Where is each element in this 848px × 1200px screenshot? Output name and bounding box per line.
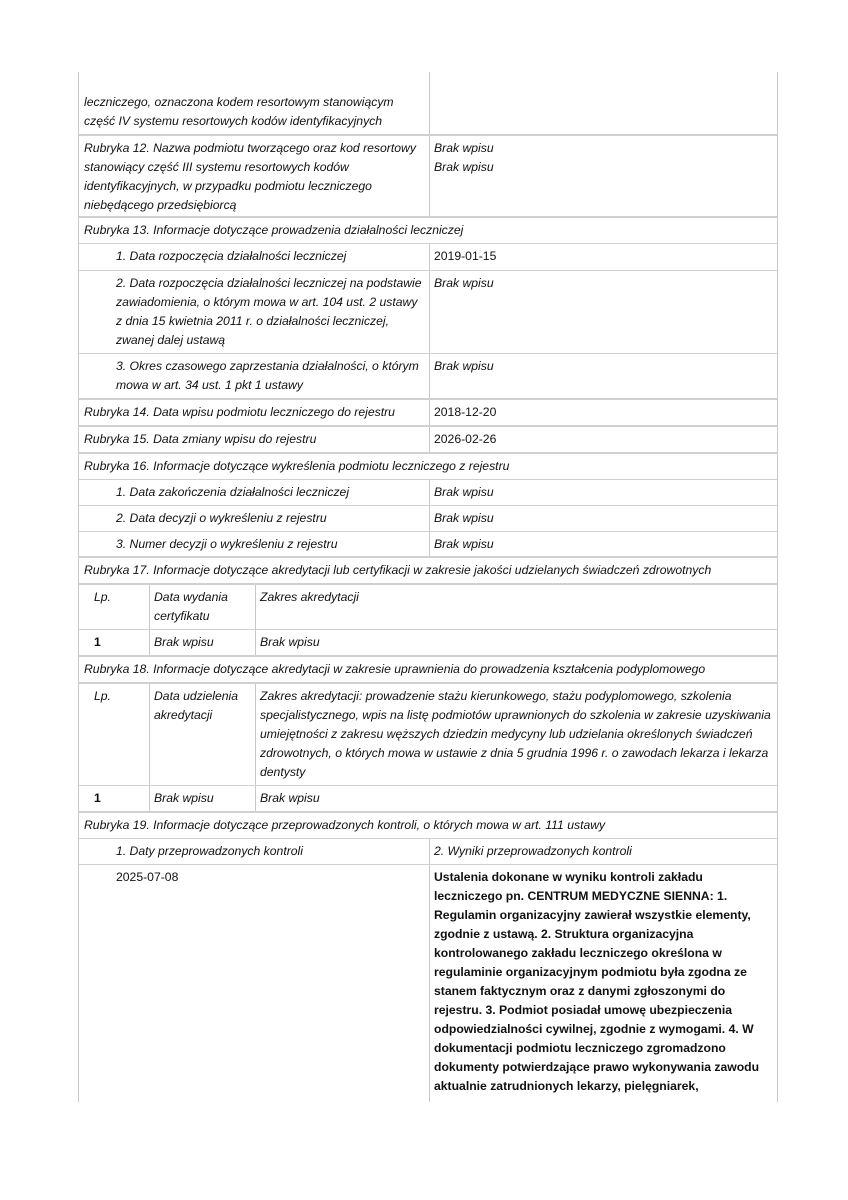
rubryka-13-3-value: Brak wpisu	[434, 359, 494, 373]
rubryka-17-date: Brak wpisu	[154, 635, 214, 649]
rubryka-17-lp: 1	[94, 635, 101, 649]
row-rubryka-15	[78, 427, 778, 452]
row-rubryka-17-entry	[78, 630, 778, 655]
rubryka-12-value: Brak wpisu Brak wpisu	[434, 141, 494, 174]
row-rubryka-14	[78, 400, 778, 425]
rubryka-18-scope-header: Zakres akredytacji: prowadzenie stażu kierunkowego, stażu podyplomowego, szkolenia specjalistycznego, wpis na listę podmiotów uprawnionych do szkolenia w zakresie uzyskiwania umiejętności z zakresu węższych dziedzin medycyny lub udzielania określonych świadczeń zdrowotnych, o których mowa w ustawie z dnia 5 grudnia 1996 r. o zawodach lekarza i lekarza dentysty	[260, 689, 771, 779]
row-rubryka-17-header	[78, 585, 778, 629]
rubryka-19-label: Rubryka 19. Informacje dotyczące przeprowadzonych kontroli, o których mowa w art. 111 ustawy	[84, 818, 606, 832]
rubryka-15-label: Rubryka 15. Data zmiany wpisu do rejestru	[84, 432, 317, 446]
rubryka-13-1-label: 1. Data rozpoczęcia działalności leczniczej	[116, 249, 347, 263]
row-rubryka-13-3	[78, 354, 778, 398]
rubryka-16-1-label: 1. Data zakończenia działalności leczniczej	[116, 485, 350, 499]
rubryka-18-date: Brak wpisu	[154, 791, 214, 805]
rubryka-18-label: Rubryka 18. Informacje dotyczące akredytacji w zakresie uprawnienia do prowadzenia kształcenia podyplomowego	[84, 662, 706, 676]
row-rubryka-18-header	[78, 684, 778, 785]
rubryka-19-dates-header: 1. Daty przeprowadzonych kontroli	[116, 844, 303, 858]
row-rubryka-18-entry	[78, 786, 778, 811]
rubryka-14-label: Rubryka 14. Data wpisu podmiotu leczniczego do rejestru	[84, 405, 395, 419]
rubryka-16-2-label: 2. Data decyzji o wykreśleniu z rejestru	[116, 511, 327, 525]
row-rubryka-13-1	[78, 244, 778, 270]
rubryka-19-results-header: 2. Wyniki przeprowadzonych kontroli	[434, 844, 632, 858]
rubryka-13-3-label: 3. Okres czasowego zaprzestania działalności, o którym mowa w art. 34 ust. 1 pkt 1 ustawy	[116, 359, 419, 392]
rubryka-18-scope: Brak wpisu	[260, 791, 320, 805]
rubryka-16-3-value: Brak wpisu	[434, 537, 494, 551]
row-rubryka-12	[78, 136, 778, 216]
row-rubryka-16	[78, 454, 778, 479]
row-rubryka-13-2	[78, 271, 778, 353]
rubryka-18-date-header: Data udzielenia akredytacji	[154, 689, 239, 722]
row-rubryka-16-3	[78, 532, 778, 556]
rubryka-16-label: Rubryka 16. Informacje dotyczące wykreślenia podmiotu leczniczego z rejestru	[84, 459, 510, 473]
rubryka-12-label: Rubryka 12. Nazwa podmiotu tworzącego oraz kod resortowy stanowiący część III systemu resortowych kodów identyfikacyjnych, w przypadku podmiotu leczniczego niebędącego przedsiębiorcą	[84, 141, 416, 212]
rubryka-17-date-header: Data wydania certyfikatu	[154, 590, 228, 623]
rubryka-17-label: Rubryka 17. Informacje dotyczące akredytacji lub certyfikacji w zakresie jakości udzielanych świadczeń zdrowotnych	[84, 563, 712, 577]
rubryka-13-1-value: 2019-01-15	[434, 249, 497, 263]
registry-document	[78, 72, 778, 1102]
row-rubryka-16-2	[78, 506, 778, 531]
rubryka-17-lp-header: Lp.	[94, 590, 111, 604]
rubryka-19-result: Ustalenia dokonane w wyniku kontroli zakładu leczniczego pn. CENTRUM MEDYCZNE SIENNA: 1. Regulamin organizacyjny zawierał wszystkie elementy, zgodnie z ustawą. 2. Struktura organizacyjna kontrolowanego zakładu leczniczego określona w regulaminie organizacyjnym podmiotu była zgodna ze stanem faktycznym oraz z danymi zgłoszonymi do rejestru. 3. Podmiot posiadał umowę ubezpieczenia odpowiedzialności cywilnej, zgodnie z wymogami. 4. W dokumentacji podmiotu leczniczego zgromadzono dokumenty potwierdzające prawo wykonywania zawodu aktualnie zatrudnionych lekarzy, pielęgniarek,	[434, 870, 760, 1093]
rubryka-13-2-value: Brak wpisu	[434, 276, 494, 290]
rubryka-18-lp-header: Lp.	[94, 689, 111, 703]
rubryka-16-3-label: 3. Numer decyzji o wykreśleniu z rejestru	[116, 537, 338, 551]
rubryka-17-scope-header: Zakres akredytacji	[260, 590, 359, 604]
row-rubryka-18	[78, 657, 778, 682]
rubryka-13-label: Rubryka 13. Informacje dotyczące prowadzenia działalności leczniczej	[84, 223, 464, 237]
rubryka-17-scope: Brak wpisu	[260, 635, 320, 649]
rubryka-16-2-value: Brak wpisu	[434, 511, 494, 525]
row-rubryka-13	[78, 218, 778, 243]
rubryka-19-date: 2025-07-08	[116, 870, 179, 884]
row-rubryka-16-1	[78, 480, 778, 505]
row-rubryka-19-header	[78, 839, 778, 864]
rubryka-18-lp: 1	[94, 791, 101, 805]
rubryka-14-value: 2018-12-20	[434, 405, 497, 419]
rubryka-13-2-label: 2. Data rozpoczęcia działalności leczniczej na podstawie zawiadomienia, o którym mowa w art. 104 ust. 2 ustawy z dnia 15 kwietnia 2011 r. o działalności leczniczej, zwanej dalej ustawą	[116, 276, 422, 347]
row-rubryka-19	[78, 813, 778, 838]
rubryka-15-value: 2026-02-26	[434, 432, 497, 446]
row-rubryka-19-entry	[78, 865, 778, 1102]
row-rubryka-17	[78, 558, 778, 583]
rubryka-16-1-value: Brak wpisu	[434, 485, 494, 499]
row-rubryka-11-tail	[78, 72, 778, 134]
rubryka-11-tail-text: leczniczego, oznaczona kodem resortowym stanowiącym część IV systemu resortowych kodów identyfikacyjnych	[84, 95, 394, 128]
